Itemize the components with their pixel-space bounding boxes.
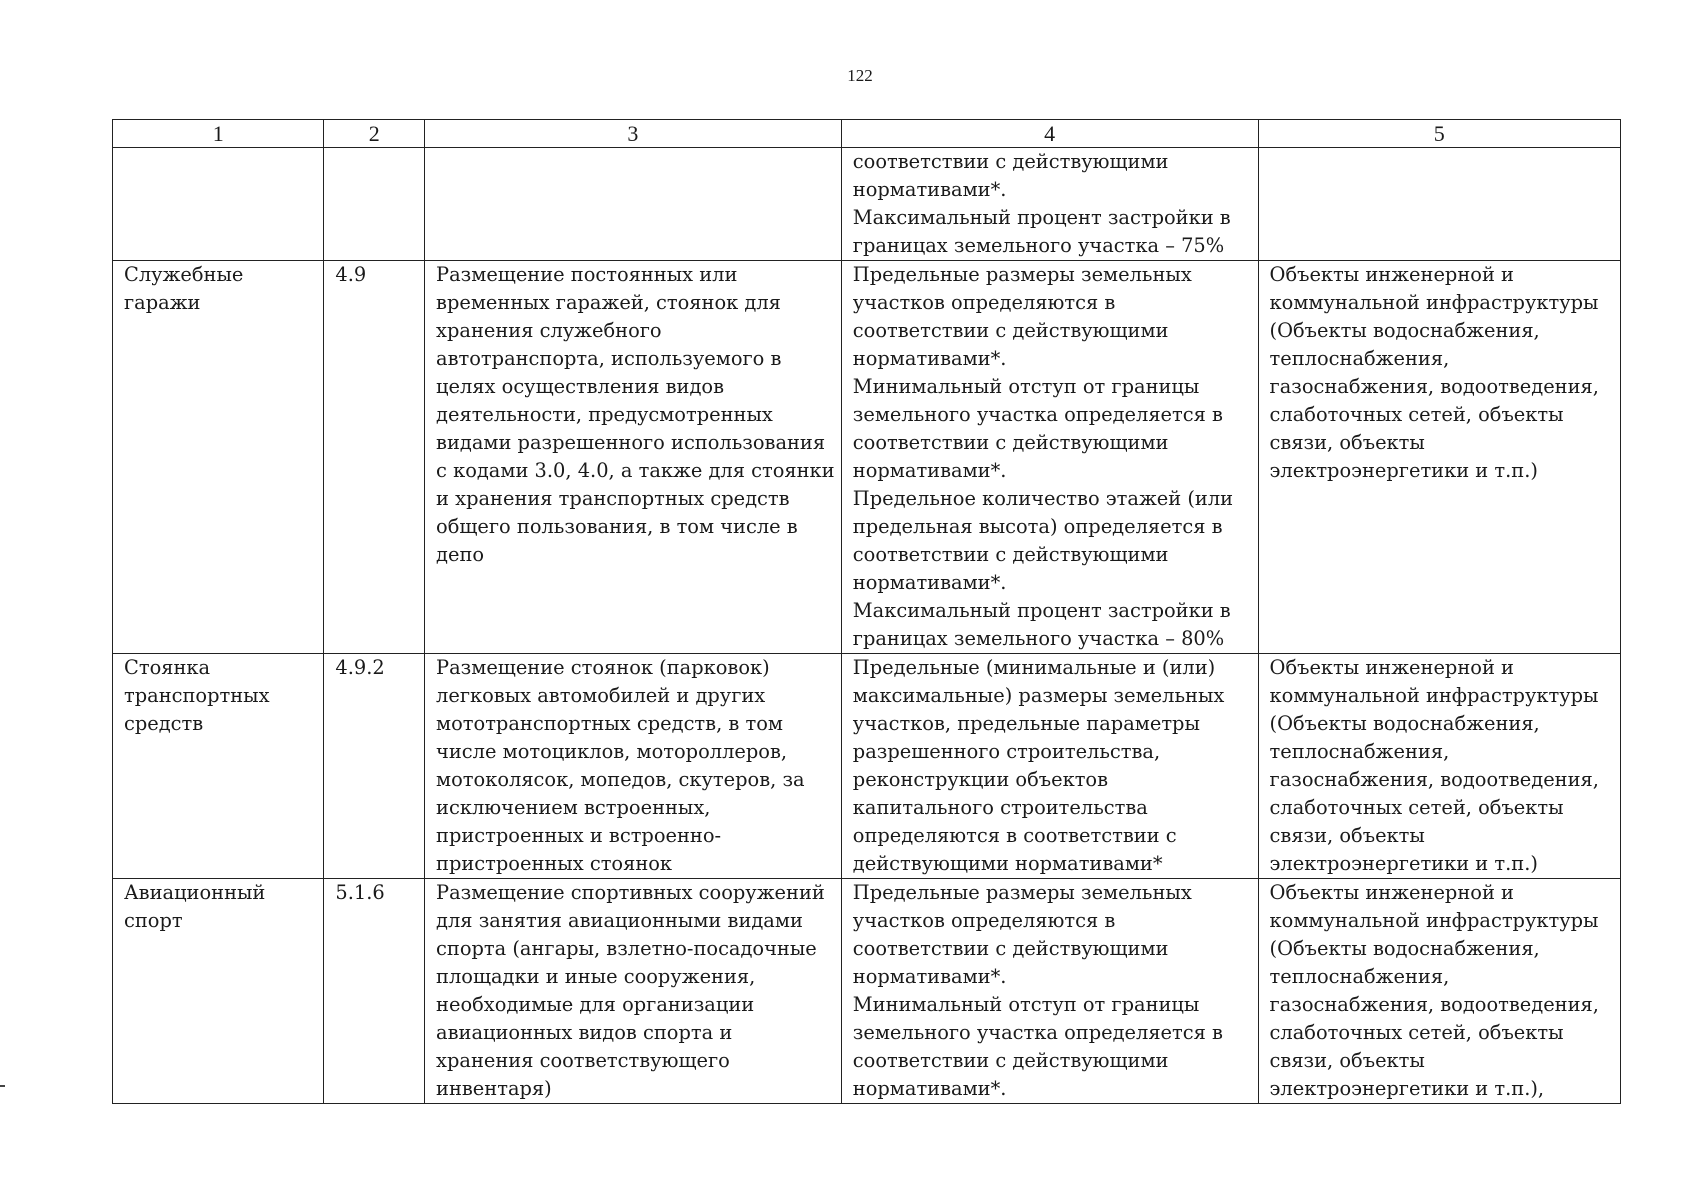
cell-line: нормативами*. <box>852 965 1007 988</box>
cell-line: земельного участка определяется в <box>852 403 1223 426</box>
cell-line: соответствии с действующими <box>852 543 1169 566</box>
cell-line: Стоянка <box>124 656 211 679</box>
cell-line: для занятия авиационными видами <box>436 909 803 932</box>
cell-text <box>1270 879 1609 1103</box>
cell-line: соответствии с действующими <box>852 431 1169 454</box>
land-use-name-cell <box>113 261 324 654</box>
cell-line: нормативами*. <box>852 1077 1007 1100</box>
cell-text <box>124 654 312 738</box>
cell-text <box>124 261 312 317</box>
cell-line: Минимальный отступ от границы <box>852 993 1200 1016</box>
auxiliary-uses-cell <box>1258 654 1620 879</box>
cell-line: Объекты инженерной и <box>1269 656 1514 679</box>
cell-line: связи, объекты <box>1269 1049 1425 1072</box>
cell-line: соответствии с действующими <box>852 1049 1169 1072</box>
cell-line: инвентаря) <box>436 1077 552 1100</box>
cell-line: земельного участка определяется в <box>852 1021 1223 1044</box>
auxiliary-uses-cell <box>1258 148 1620 261</box>
cell-line: теплоснабжения, <box>1269 347 1450 370</box>
land-use-description-cell <box>425 148 842 261</box>
margin-mark <box>0 1085 5 1087</box>
cell-line: газоснабжения, водоотведения, <box>1269 993 1599 1016</box>
cell-line: Размещение стоянок (парковок) <box>436 656 770 679</box>
cell-line: мототранспортных средств, в том <box>436 712 783 735</box>
cell-line: разрешенного строительства, <box>852 740 1161 763</box>
cell-text <box>853 879 1247 1103</box>
cell-line: соответствии с действующими <box>852 937 1169 960</box>
cell-line: числе мотоциклов, мотороллеров, <box>436 740 788 763</box>
cell-line: с кодами 3.0, 4.0, а также для стоянки <box>436 459 835 482</box>
cell-line: Максимальный процент застройки в <box>852 206 1231 229</box>
cell-line: площадки и иные сооружения, <box>436 965 756 988</box>
cell-line: Служебные <box>124 263 244 286</box>
cell-line: (Объекты водоснабжения, <box>1269 937 1540 960</box>
cell-line: электроэнергетики и т.п.) <box>1269 459 1538 482</box>
building-parameters-cell <box>841 654 1258 879</box>
cell-line: коммунальной инфраструктуры <box>1269 291 1599 314</box>
cell-text <box>436 654 830 878</box>
land-use-code-cell <box>324 879 425 1104</box>
cell-line: капитального строительства <box>852 796 1148 819</box>
cell-line: хранения соответствующего <box>436 1049 730 1072</box>
cell-line: электроэнергетики и т.п.) <box>1269 852 1538 875</box>
cell-line: границах земельного участка – 75% <box>852 234 1225 257</box>
cell-text <box>1270 261 1609 485</box>
building-parameters-cell <box>841 148 1258 261</box>
cell-line: необходимые для организации <box>436 993 755 1016</box>
cell-text <box>1270 654 1609 878</box>
auxiliary-uses-cell <box>1258 879 1620 1104</box>
cell-line: Предельные размеры земельных <box>852 881 1192 904</box>
cell-line: автотранспорта, используемого в <box>436 347 782 370</box>
cell-line: средств <box>124 712 204 735</box>
land-use-name-cell <box>113 879 324 1104</box>
cell-line: нормативами*. <box>852 347 1007 370</box>
cell-line: участков определяются в <box>852 909 1116 932</box>
cell-text <box>853 148 1247 260</box>
cell-line: спорт <box>124 909 183 932</box>
cell-line: Авиационный <box>124 881 266 904</box>
cell-line: авиационных видов спорта и <box>436 1021 733 1044</box>
cell-line: временных гаражей, стоянок для <box>436 291 781 314</box>
header-cell-3: 3 <box>425 120 842 148</box>
cell-line: соответствии с действующими <box>852 319 1169 342</box>
cell-line: 4.9 <box>335 263 367 286</box>
cell-line: слаботочных сетей, объекты <box>1269 1021 1564 1044</box>
cell-line: мотоколясок, мопедов, скутеров, за <box>436 768 805 791</box>
cell-line: легковых автомобилей и других <box>436 684 766 707</box>
cell-line: нормативами*. <box>852 178 1007 201</box>
cell-line: связи, объекты <box>1269 431 1425 454</box>
cell-line: максимальные) размеры земельных <box>852 684 1225 707</box>
land-use-description-cell <box>425 654 842 879</box>
cell-text <box>335 654 413 682</box>
building-parameters-cell <box>841 261 1258 654</box>
land-use-code-cell <box>324 654 425 879</box>
cell-line: теплоснабжения, <box>1269 740 1450 763</box>
cell-line: 5.1.6 <box>335 881 385 904</box>
cell-line: участков определяются в <box>852 291 1116 314</box>
auxiliary-uses-cell <box>1258 261 1620 654</box>
header-cell-2: 2 <box>324 120 425 148</box>
cell-line: общего пользования, в том числе в <box>436 515 798 538</box>
table-row <box>113 879 1621 1104</box>
cell-line: коммунальной инфраструктуры <box>1269 909 1599 932</box>
cell-text <box>853 261 1247 653</box>
cell-line: хранения служебного <box>436 319 662 342</box>
cell-line: слаботочных сетей, объекты <box>1269 403 1564 426</box>
cell-line: реконструкции объектов <box>852 768 1109 791</box>
land-use-description-cell <box>425 261 842 654</box>
cell-line: коммунальной инфраструктуры <box>1269 684 1599 707</box>
cell-line: слаботочных сетей, объекты <box>1269 796 1564 819</box>
cell-line: транспортных <box>124 684 270 707</box>
header-row <box>113 120 1621 148</box>
cell-text <box>124 879 312 935</box>
cell-text <box>436 879 830 1103</box>
cell-line: (Объекты водоснабжения, <box>1269 712 1540 735</box>
land-use-name-cell <box>113 148 324 261</box>
cell-line: участков, предельные параметры <box>852 712 1200 735</box>
land-use-description-cell <box>425 879 842 1104</box>
cell-line: видами разрешенного использования <box>436 431 826 454</box>
table-row <box>113 148 1621 261</box>
table-row <box>113 654 1621 879</box>
table-row <box>113 261 1621 654</box>
cell-line: Предельные размеры земельных <box>852 263 1192 286</box>
cell-line: пристроенных и встроенно- <box>436 824 722 847</box>
cell-line: Минимальный отступ от границы <box>852 375 1200 398</box>
land-use-name-cell <box>113 654 324 879</box>
building-parameters-cell <box>841 879 1258 1104</box>
cell-line: связи, объекты <box>1269 824 1425 847</box>
cell-line: Предельное количество этажей (или <box>852 487 1234 510</box>
cell-line: спорта (ангары, взлетно-посадочные <box>436 937 817 960</box>
cell-line: нормативами*. <box>852 459 1007 482</box>
land-use-code-cell <box>324 148 425 261</box>
header-cell-4: 4 <box>841 120 1258 148</box>
cell-line: гаражи <box>124 291 201 314</box>
cell-line: действующими нормативами* <box>852 852 1163 875</box>
cell-line: пристроенных стоянок <box>436 852 673 875</box>
cell-line: газоснабжения, водоотведения, <box>1269 375 1599 398</box>
header-cell-5: 5 <box>1258 120 1620 148</box>
cell-line: 4.9.2 <box>335 656 385 679</box>
cell-line: газоснабжения, водоотведения, <box>1269 768 1599 791</box>
cell-line: Предельные (минимальные и (или) <box>852 656 1216 679</box>
cell-line: исключением встроенных, <box>436 796 711 819</box>
cell-text <box>335 879 413 907</box>
cell-line: деятельности, предусмотренных <box>436 403 773 426</box>
land-use-table <box>112 119 1621 1104</box>
cell-line: теплоснабжения, <box>1269 965 1450 988</box>
cell-line: границах земельного участка – 80% <box>852 627 1225 650</box>
cell-line: депо <box>436 543 485 566</box>
cell-line: предельная высота) определяется в <box>852 515 1223 538</box>
cell-text <box>853 654 1247 878</box>
page-number: 122 <box>847 66 873 85</box>
cell-line: Объекты инженерной и <box>1269 881 1514 904</box>
cell-line: Размещение постоянных или <box>436 263 738 286</box>
cell-text <box>436 261 835 569</box>
cell-line: (Объекты водоснабжения, <box>1269 319 1540 342</box>
cell-line: соответствии с действующими <box>852 150 1169 173</box>
cell-line: электроэнергетики и т.п.), <box>1269 1077 1545 1100</box>
cell-line: и хранения транспортных средств <box>436 487 790 510</box>
land-use-code-cell <box>324 261 425 654</box>
cell-text <box>335 261 413 289</box>
cell-line: Максимальный процент застройки в <box>852 599 1231 622</box>
cell-line: нормативами*. <box>852 571 1007 594</box>
cell-line: Объекты инженерной и <box>1269 263 1514 286</box>
cell-line: Размещение спортивных сооружений <box>436 881 825 904</box>
header-cell-1: 1 <box>113 120 324 148</box>
cell-line: целях осуществления видов <box>436 375 724 398</box>
cell-line: определяются в соответствии с <box>852 824 1177 847</box>
